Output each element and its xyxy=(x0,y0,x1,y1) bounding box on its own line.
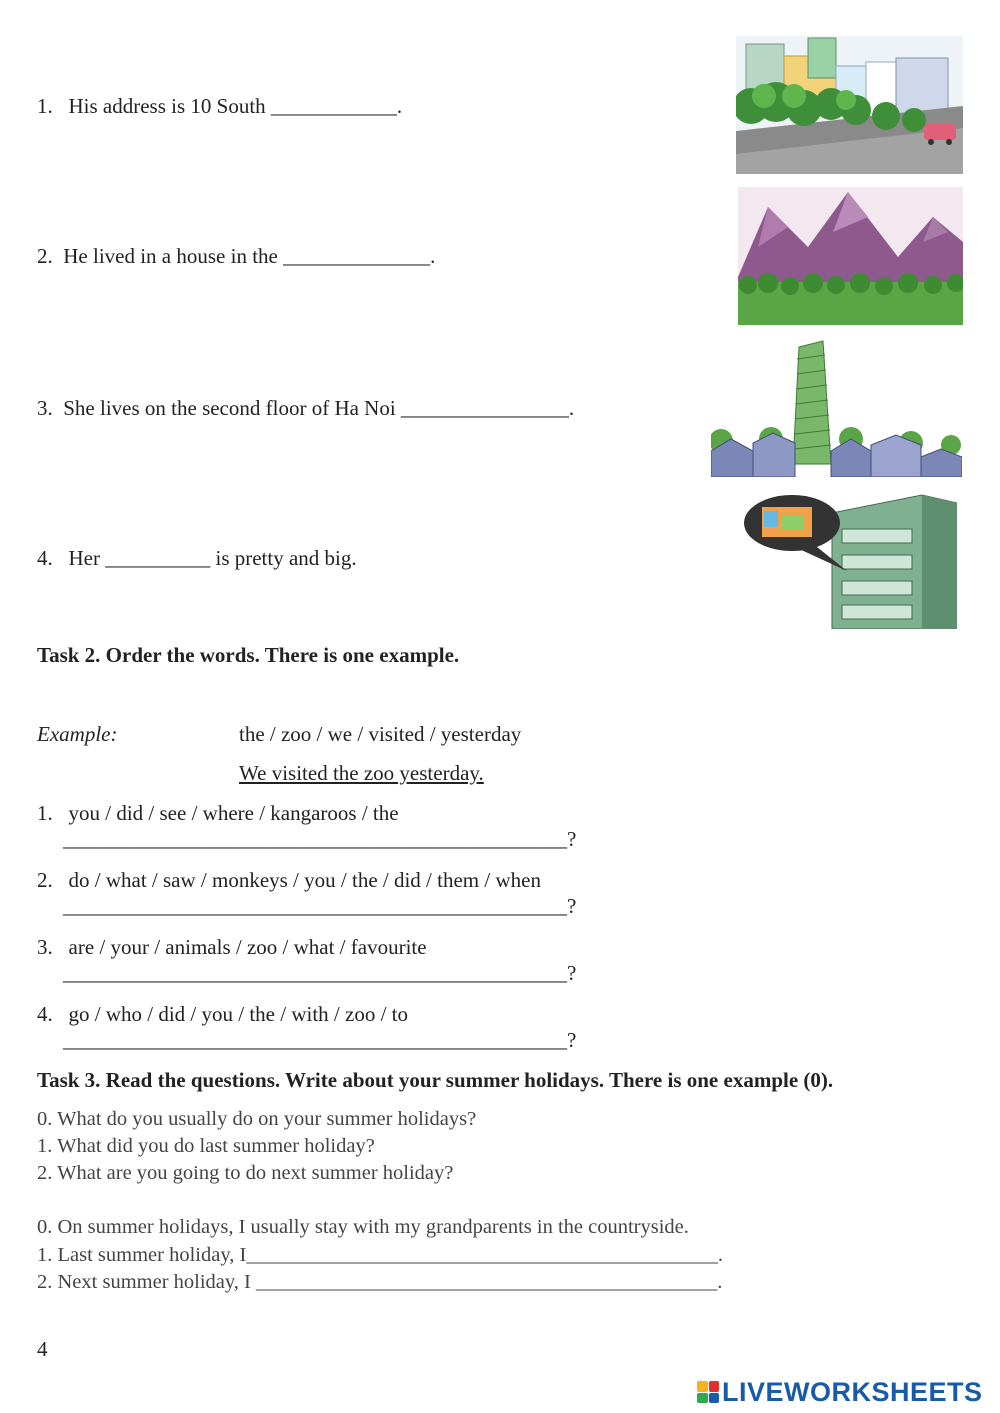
city-street-picture xyxy=(736,36,963,174)
task1-item-1: 1. His address is 10 South ____________. xyxy=(37,94,403,118)
brand-name: LIVEWORKSHEETS xyxy=(722,1376,983,1407)
tower-building-picture xyxy=(711,339,962,477)
task2-item-1-prompt: 1. you / did / see / where / kangaroos / the xyxy=(37,801,399,825)
logo-badge-icon xyxy=(697,1381,719,1403)
mountains-picture xyxy=(738,187,963,325)
apartment-building-picture xyxy=(742,493,957,629)
task3-heading: Task 3. Read the questions. Write about your summer holidays. There is one example (0). xyxy=(37,1068,834,1092)
liveworksheets-logo xyxy=(697,1378,983,1406)
task2-heading: Task 2. Order the words. There is one example. xyxy=(37,643,460,667)
task2-item-4-prompt: 4. go / who / did / you / the / with / zoo / to xyxy=(37,1002,408,1026)
task1-item-2: 2. He lived in a house in the ______________. xyxy=(37,244,436,268)
example-answer: We visited the zoo yesterday. xyxy=(239,761,484,785)
task3-answer-0: 0. On summer holidays, I usually stay with my grandparents in the countryside. xyxy=(37,1216,689,1238)
task3-answer-2[interactable]: 2. Next summer holiday, I _____________________________________________. xyxy=(37,1271,723,1293)
task2-item-3-answer-line[interactable]: ________________________________________________? xyxy=(63,961,577,985)
task2-item-2-prompt: 2. do / what / saw / monkeys / you / the / did / them / when xyxy=(37,868,541,892)
page-number: 4 xyxy=(37,1337,48,1361)
task3-question-2: 2. What are you going to do next summer holiday? xyxy=(37,1162,454,1184)
example-words: the / zoo / we / visited / yesterday xyxy=(239,722,522,746)
task2-item-1-answer-line[interactable]: ________________________________________________? xyxy=(63,827,577,851)
task1-item-3: 3. She lives on the second floor of Ha Noi ________________. xyxy=(37,396,575,420)
task3-question-0: 0. What do you usually do on your summer holidays? xyxy=(37,1108,477,1130)
task3-question-1: 1. What did you do last summer holiday? xyxy=(37,1135,375,1157)
task2-item-3-prompt: 3. are / your / animals / zoo / what / favourite xyxy=(37,935,427,959)
example-label: Example: xyxy=(37,722,118,746)
task1-item-4: 4. Her __________ is pretty and big. xyxy=(37,546,357,570)
task2-item-2-answer-line[interactable]: ________________________________________________? xyxy=(63,894,577,918)
task3-answer-1[interactable]: 1. Last summer holiday, I______________________________________________. xyxy=(37,1244,723,1266)
task2-item-4-answer-line[interactable]: ________________________________________________? xyxy=(63,1028,577,1052)
